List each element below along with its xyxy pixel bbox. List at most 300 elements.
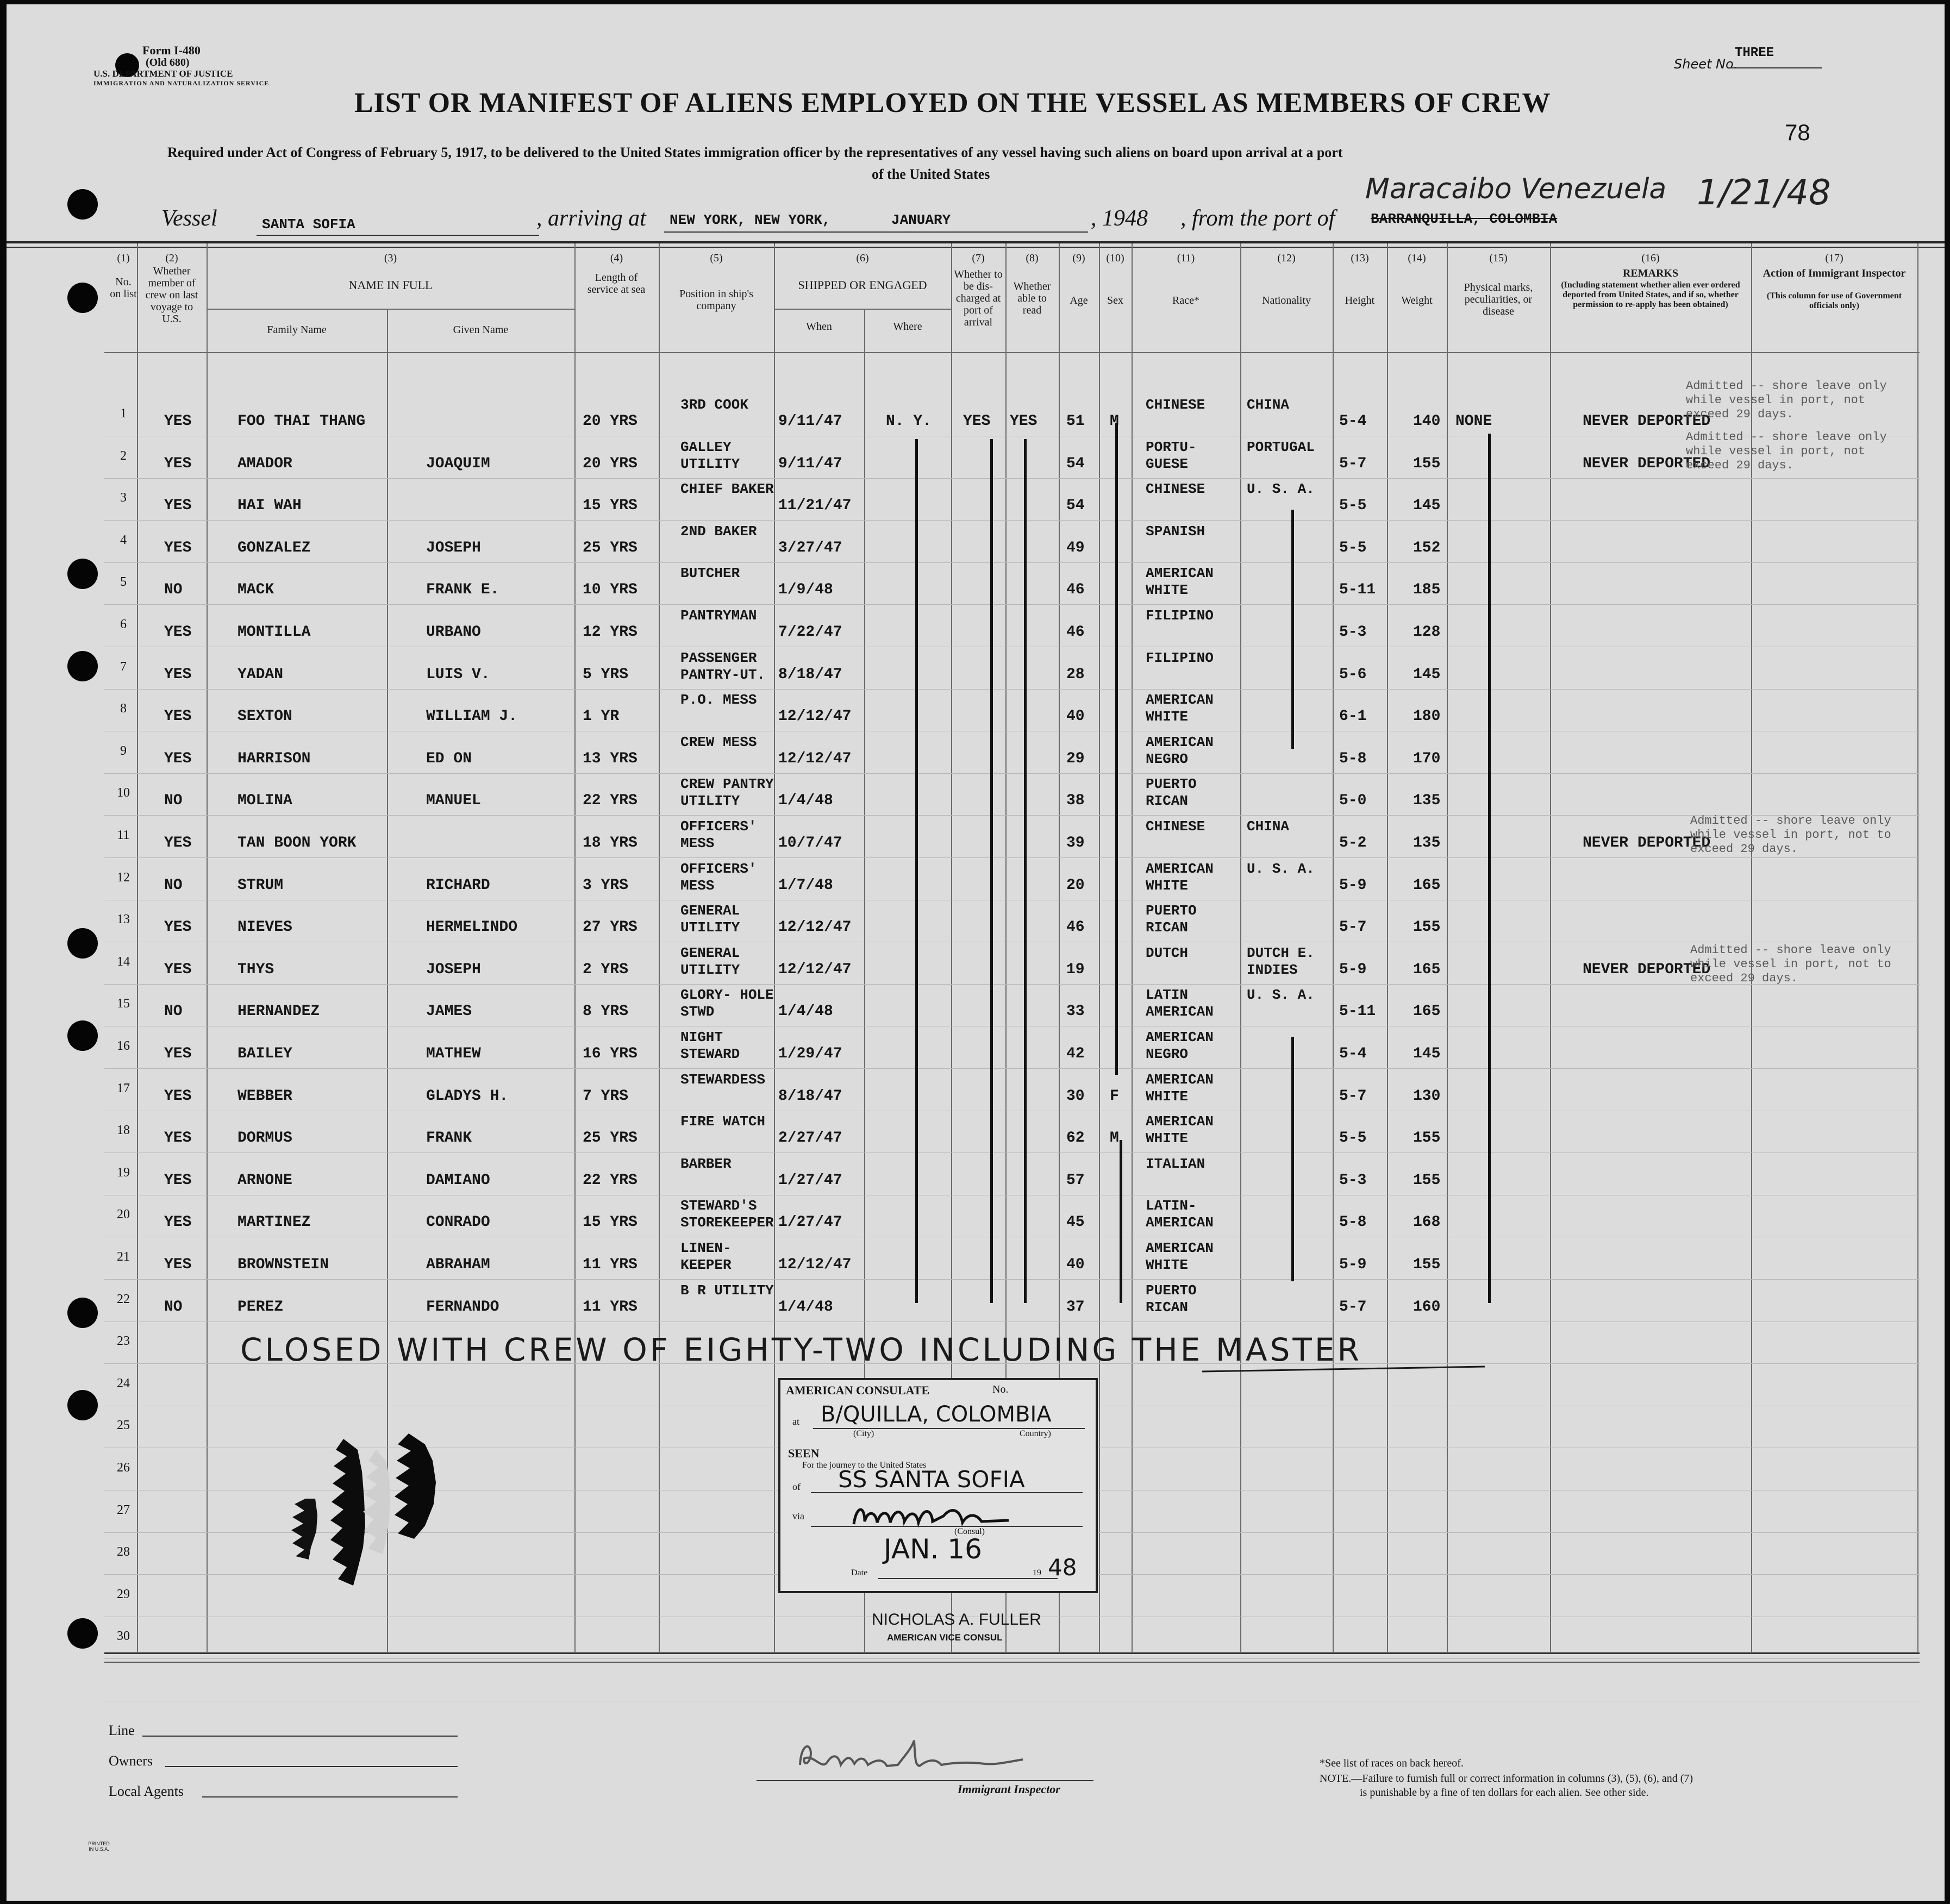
cell-when: 1/29/47 — [778, 1045, 842, 1062]
cell-service: 25 YRS — [583, 1130, 638, 1147]
ditto-mark — [1120, 1140, 1122, 1303]
cell-position: GENERAL UTILITY — [680, 903, 740, 936]
date-label: Date — [851, 1568, 868, 1577]
cell-service: 22 YRS — [583, 792, 638, 810]
cell-prev: YES — [164, 413, 192, 430]
cell-age: 39 — [1066, 835, 1085, 851]
row-number: 27 — [117, 1502, 130, 1517]
consulate-ship: SS SANTA SOFIA — [838, 1466, 1025, 1493]
row-rule — [104, 1658, 1920, 1659]
cell-when: 9/11/47 — [778, 455, 842, 472]
cell-family: THYS — [238, 961, 274, 978]
cell-race: LATIN AMERICAN — [1146, 987, 1214, 1020]
header-name-in-full: NAME IN FULL — [348, 278, 433, 292]
cell-given: HERMELINDO — [426, 919, 518, 936]
cell-race: FILIPINO — [1146, 607, 1214, 624]
row-rule — [104, 1321, 1920, 1322]
cell-height: 5-9 — [1339, 961, 1367, 978]
ditto-mark — [1291, 1037, 1294, 1281]
cell-position: GLORY- HOLE STWD — [680, 987, 774, 1020]
cell-age: 57 — [1066, 1172, 1085, 1189]
cell-service: 1 YR — [583, 708, 620, 725]
cell-position: BARBER — [680, 1155, 732, 1172]
cell-position: 2ND BAKER — [680, 523, 757, 540]
cell-when: 2/27/47 — [778, 1130, 842, 1147]
city-caption: (City) — [853, 1429, 874, 1438]
row-rule — [104, 604, 1920, 605]
row-number: 13 — [117, 912, 130, 927]
row-number: 18 — [117, 1123, 130, 1138]
cell-position: STEWARD'S STOREKEEPER — [680, 1198, 774, 1231]
cell-given: WILLIAM J. — [426, 708, 518, 725]
cell-weight: 135 — [1413, 835, 1441, 851]
cell-prev: YES — [164, 539, 192, 556]
cell-weight: 128 — [1413, 624, 1441, 641]
row-rule — [104, 984, 1920, 985]
col-num-1: (1) — [117, 252, 130, 264]
cell-when: 1/9/48 — [778, 581, 833, 599]
subtitle-line-1: Required under Act of Congress of February 5, 1917, to be delivered to the United States immigration officer by the representatives of any vessel having such aliens on board upon arrival at a port — [167, 145, 1343, 160]
cell-prev: YES — [164, 750, 192, 767]
cell-family: HAI WAH — [238, 497, 302, 515]
handwritten-date: 1/21/48 — [1697, 173, 1831, 213]
cell-service: 22 YRS — [583, 1172, 638, 1189]
ditto-mark — [1488, 434, 1491, 1303]
remark-block: Admitted -- shore leave only while vessel in port, not to exceed 29 days. — [1690, 943, 1891, 985]
cell-nationality: U. S. A. — [1247, 481, 1315, 498]
cell-height: 5-8 — [1339, 750, 1367, 767]
cell-race: AMERICAN NEGRO — [1146, 1029, 1214, 1062]
cell-remarks: NEVER DEPORTED — [1583, 961, 1711, 978]
row-rule — [104, 520, 1920, 521]
cell-position: PASSENGER PANTRY-UT. — [680, 649, 766, 683]
row-number: 10 — [117, 786, 130, 800]
col-num-2: (2) — [165, 252, 178, 264]
ditto-mark — [990, 439, 993, 1303]
cell-race: PORTU- GUESE — [1146, 439, 1197, 472]
cell-weight: 165 — [1413, 876, 1441, 894]
cell-race: PUERTO RICAN — [1146, 1282, 1197, 1316]
cell-nationality: CHINA — [1247, 397, 1290, 413]
row-number: 7 — [120, 659, 127, 674]
cell-position: LINEN- KEEPER — [680, 1240, 732, 1273]
cell-family: HARRISON — [238, 750, 311, 767]
row-rule — [104, 857, 1920, 858]
row-rule — [104, 478, 1920, 479]
cell-position: P.O. MESS — [680, 692, 757, 709]
cell-height: 5-7 — [1339, 1087, 1367, 1105]
remark-block: Admitted -- shore leave only while vessel in port, not exceed 29 days. — [1686, 430, 1887, 472]
cell-prev: YES — [164, 497, 192, 515]
header-nationality: Nationality — [1262, 295, 1311, 306]
col-num-12: (12) — [1277, 252, 1296, 264]
cell-race: FILIPINO — [1146, 649, 1214, 666]
cell-prev: NO — [164, 1003, 183, 1020]
cell-prev: YES — [164, 919, 192, 936]
departure-port: BARRANQUILLA, COLOMBIA — [1371, 211, 1558, 227]
col-num-3: (3) — [384, 252, 397, 264]
cell-weight: 185 — [1413, 581, 1441, 599]
cell-height: 5-4 — [1339, 1045, 1367, 1062]
consul-signature — [851, 1500, 1014, 1532]
row-number: 21 — [117, 1250, 130, 1264]
cell-family: FOO THAI THANG — [238, 413, 366, 430]
footer-note-races: *See list of races on back hereof. — [1320, 1757, 1464, 1769]
row-number: 6 — [120, 617, 127, 631]
cell-nationality: U. S. A. — [1247, 860, 1315, 877]
vessel-label: Vessel — [161, 206, 217, 231]
cell-weight: 155 — [1413, 919, 1441, 936]
cell-weight: 152 — [1413, 539, 1441, 556]
cell-race: CHINESE — [1146, 818, 1205, 835]
cell-weight: 170 — [1413, 750, 1441, 767]
row-number: 28 — [117, 1545, 130, 1559]
cell-position: CREW PANTRY UTILITY — [680, 776, 774, 810]
ditto-mark — [915, 439, 918, 1303]
cell-race: SPANISH — [1146, 523, 1205, 540]
cell-position: FIRE WATCH — [680, 1113, 766, 1130]
cell-when: 1/7/48 — [778, 876, 833, 894]
row-number: 3 — [120, 491, 127, 505]
cell-position: OFFICERS' MESS — [680, 818, 757, 851]
cell-nationality: DUTCH E. INDIES — [1247, 944, 1315, 978]
footer-agents-label: Local Agents — [109, 1783, 184, 1799]
cell-age: 37 — [1066, 1298, 1085, 1316]
header-shipped-engaged: SHIPPED OR ENGAGED — [798, 278, 927, 292]
cell-position: GENERAL UTILITY — [680, 944, 740, 978]
manifest-sheet — [7, 4, 1945, 1901]
cell-service: 11 YRS — [583, 1298, 638, 1316]
col-num-8: (8) — [1026, 252, 1039, 264]
cell-age: 29 — [1066, 750, 1085, 767]
binder-hole — [67, 928, 98, 959]
cell-weight: 180 — [1413, 708, 1441, 725]
header-sex: Sex — [1107, 295, 1123, 306]
cell-height: 5-6 — [1339, 666, 1367, 683]
cell-age: 54 — [1066, 497, 1085, 515]
cell-family: PEREZ — [238, 1298, 284, 1316]
cell-height: 5-5 — [1339, 539, 1367, 556]
cell-height: 5-9 — [1339, 1256, 1367, 1273]
vessel-name: SANTA SOFIA — [262, 216, 355, 233]
ditto-mark — [1291, 510, 1294, 749]
cell-family: DORMUS — [238, 1130, 292, 1147]
cell-prev: YES — [164, 455, 192, 472]
binder-hole — [67, 1618, 98, 1649]
cell-when: 12/12/47 — [778, 961, 852, 978]
row-number: 15 — [117, 997, 130, 1011]
cell-service: 3 YRS — [583, 876, 629, 894]
row-rule — [104, 689, 1920, 690]
cell-when: 1/4/48 — [778, 792, 833, 810]
cell-height: 5-7 — [1339, 1298, 1367, 1316]
col-num-10: (10) — [1106, 252, 1124, 264]
header-given-name: Given Name — [453, 324, 509, 336]
header-no-on-list: No. on list — [110, 276, 137, 300]
cell-prev: YES — [164, 708, 192, 725]
cell-weight: 155 — [1413, 1172, 1441, 1189]
cell-remarks: NEVER DEPORTED — [1583, 413, 1711, 430]
cell-height: 5-3 — [1339, 1172, 1367, 1189]
cell-given: FRANK E. — [426, 581, 499, 599]
cell-height: 6-1 — [1339, 708, 1367, 725]
cell-age: 46 — [1066, 581, 1085, 599]
cell-height: 5-5 — [1339, 497, 1367, 515]
row-rule — [104, 773, 1920, 774]
row-number: 24 — [117, 1376, 130, 1391]
country-caption: Country) — [1020, 1429, 1051, 1438]
col-num-13: (13) — [1351, 252, 1369, 264]
via-label: via — [792, 1511, 804, 1521]
cell-family: STRUM — [238, 876, 284, 894]
cell-race: AMERICAN WHITE — [1146, 1071, 1214, 1105]
cell-weight: 135 — [1413, 792, 1441, 810]
cell-age: 45 — [1066, 1214, 1085, 1231]
cell-given: RICHARD — [426, 876, 490, 894]
form-number: Form I-480 — [142, 43, 201, 57]
cell-family: HERNANDEZ — [238, 1003, 320, 1020]
cell-service: 15 YRS — [583, 1214, 638, 1231]
cell-remarks: NEVER DEPORTED — [1583, 835, 1711, 851]
cell-where: N. Y. — [886, 413, 932, 430]
stamp-number: 78 — [1785, 120, 1810, 145]
cell-weight: 168 — [1413, 1214, 1441, 1231]
consulate-city: B/QUILLA, COLOMBIA — [821, 1402, 1052, 1427]
cell-given: FRANK — [426, 1130, 472, 1147]
cell-sex: M — [1110, 413, 1119, 430]
cell-when: 12/12/47 — [778, 750, 852, 767]
cell-given: LUIS V. — [426, 666, 490, 683]
cell-when: 12/12/47 — [778, 919, 852, 936]
cell-when: 1/4/48 — [778, 1298, 833, 1316]
consulate-year: 48 — [1048, 1554, 1077, 1581]
cell-age: 38 — [1066, 792, 1085, 810]
cell-family: BAILEY — [238, 1045, 292, 1062]
of-label: of — [792, 1481, 801, 1492]
cell-race: PUERTO RICAN — [1146, 776, 1197, 810]
row-number: 9 — [120, 743, 127, 758]
header-where: Where — [893, 321, 922, 333]
cell-family: WEBBER — [238, 1087, 292, 1105]
sheet-number: THREE — [1735, 46, 1774, 60]
row-number: 30 — [117, 1629, 130, 1644]
cell-when: 12/12/47 — [778, 708, 852, 725]
cell-marks: NONE — [1455, 413, 1492, 430]
binder-hole — [67, 559, 98, 589]
col-num-7: (7) — [972, 252, 985, 264]
ditto-mark — [1115, 423, 1118, 1075]
cell-given: ABRAHAM — [426, 1256, 490, 1273]
cell-service: 8 YRS — [583, 1003, 629, 1020]
cell-height: 5-3 — [1339, 624, 1367, 641]
cell-position: STEWARDESS — [680, 1071, 766, 1088]
cell-weight: 155 — [1413, 1256, 1441, 1273]
cell-age: 33 — [1066, 1003, 1085, 1020]
cell-prev: YES — [164, 624, 192, 641]
cell-age: 28 — [1066, 666, 1085, 683]
cell-weight: 145 — [1413, 666, 1441, 683]
cell-nationality: CHINA — [1247, 818, 1290, 835]
arriving-label: , arriving at — [536, 206, 646, 231]
cell-given: JOAQUIM — [426, 455, 490, 472]
cell-when: 1/27/47 — [778, 1172, 842, 1189]
cell-service: 7 YRS — [583, 1087, 629, 1105]
cell-when: 11/21/47 — [778, 497, 852, 515]
col-num-11: (11) — [1177, 252, 1195, 264]
row-number: 20 — [117, 1207, 130, 1222]
cell-when: 1/27/47 — [778, 1214, 842, 1231]
arrival-year: , 1948 — [1091, 206, 1148, 231]
row-number: 8 — [120, 702, 127, 716]
cell-read: YES — [1010, 413, 1038, 430]
row-number: 4 — [120, 533, 127, 547]
cell-position: BUTCHER — [680, 565, 740, 582]
binder-hole — [67, 651, 98, 681]
cell-when: 3/27/47 — [778, 539, 842, 556]
cell-when: 10/7/47 — [778, 835, 842, 851]
handwritten-port: Maracaibo Venezuela — [1365, 173, 1667, 205]
cell-given: URBANO — [426, 624, 481, 641]
year-prefix: 19 — [1033, 1568, 1041, 1577]
header-height: Height — [1345, 295, 1375, 306]
cell-given: GLADYS H. — [426, 1087, 509, 1105]
seen-label: SEEN — [788, 1446, 820, 1460]
printed-mark: PRINTED IN U.S.A. — [88, 1841, 110, 1852]
cell-height: 5-8 — [1339, 1214, 1367, 1231]
cell-sex: F — [1110, 1087, 1119, 1105]
cell-when: 8/18/47 — [778, 1087, 842, 1105]
row-rule — [104, 1279, 1920, 1280]
header-previous-voyage: Whether member of crew on last voyage to U.S. — [145, 265, 198, 325]
cell-family: BROWNSTEIN — [238, 1256, 329, 1273]
cell-prev: NO — [164, 792, 183, 810]
header-able-to-read: Whether able to read — [1013, 280, 1051, 316]
cell-age: 19 — [1066, 961, 1085, 978]
binder-hole — [67, 189, 98, 220]
footer-note-penalty: NOTE.—Failure to furnish full or correct information in columns (3), (5), (6), and (7) — [1320, 1773, 1693, 1784]
cell-prev: YES — [164, 1130, 192, 1147]
cell-family: AMADOR — [238, 455, 292, 472]
arrival-month: JANUARY — [891, 212, 951, 228]
cell-race: AMERICAN WHITE — [1146, 565, 1214, 599]
cell-height: 5-2 — [1339, 835, 1367, 851]
cell-sex: M — [1110, 1130, 1119, 1147]
header-when: When — [806, 321, 832, 333]
cell-family: MARTINEZ — [238, 1214, 311, 1231]
cell-race: AMERICAN WHITE — [1146, 1113, 1214, 1147]
cell-weight: 160 — [1413, 1298, 1441, 1316]
row-rule — [104, 815, 1920, 816]
cell-race: LATIN- AMERICAN — [1146, 1198, 1214, 1231]
row-rule — [104, 562, 1920, 563]
cell-service: 16 YRS — [583, 1045, 638, 1062]
remark-block: Admitted -- shore leave only while vessel in port, not exceed 29 days. — [1686, 379, 1887, 421]
cell-service: 18 YRS — [583, 835, 638, 851]
row-number: 25 — [117, 1418, 130, 1433]
footer-owners-label: Owners — [109, 1753, 153, 1769]
cell-age: 40 — [1066, 708, 1085, 725]
cell-prev: YES — [164, 666, 192, 683]
cell-family: YADAN — [238, 666, 284, 683]
cell-height: 5-0 — [1339, 792, 1367, 810]
cell-service: 25 YRS — [583, 539, 638, 556]
cell-age: 49 — [1066, 539, 1085, 556]
cell-age: 42 — [1066, 1045, 1085, 1062]
header-weight: Weight — [1401, 295, 1433, 306]
cell-weight: 155 — [1413, 455, 1441, 472]
header-inspector-note: (This column for use of Government officials only) — [1766, 291, 1902, 310]
cell-position: CHIEF BAKER — [680, 481, 774, 498]
form-department: U.S. DEPARTMENT OF JUSTICE — [93, 68, 233, 79]
cell-weight: 155 — [1413, 1130, 1441, 1147]
cell-prev: NO — [164, 876, 183, 894]
vice-consul-name: NICHOLAS A. FULLER — [872, 1611, 1041, 1629]
consulate-at-label: at — [792, 1416, 799, 1427]
cell-height: 5-7 — [1339, 455, 1367, 472]
cell-position: B R UTILITY — [680, 1282, 774, 1299]
cell-given: CONRADO — [426, 1214, 490, 1231]
ditto-mark — [1024, 439, 1027, 1303]
cell-race: AMERICAN WHITE — [1146, 1240, 1214, 1273]
cell-family: MACK — [238, 581, 274, 599]
cell-prev: YES — [164, 1214, 192, 1231]
cell-race: ITALIAN — [1146, 1155, 1205, 1172]
row-number: 19 — [117, 1165, 130, 1180]
cell-race: DUTCH — [1146, 944, 1189, 961]
row-number: 12 — [117, 870, 130, 885]
binder-hole — [67, 283, 98, 313]
cell-position: NIGHT STEWARD — [680, 1029, 740, 1062]
cell-when: 12/12/47 — [778, 1256, 852, 1273]
cell-position: CREW MESS — [680, 734, 757, 750]
cell-service: 20 YRS — [583, 455, 638, 472]
cell-prev: YES — [164, 1087, 192, 1105]
cell-weight: 165 — [1413, 961, 1441, 978]
binder-hole — [67, 1298, 98, 1328]
col-num-17: (17) — [1825, 252, 1843, 264]
header-position: Position in ship's company — [679, 288, 753, 312]
row-number: 16 — [117, 1039, 130, 1053]
form-old-number: (Old 680) — [146, 57, 190, 68]
header-age: Age — [1070, 295, 1088, 306]
cell-given: DAMIANO — [426, 1172, 490, 1189]
cell-service: 2 YRS — [583, 961, 629, 978]
cell-given: JOSEPH — [426, 539, 481, 556]
row-number: 17 — [117, 1081, 130, 1095]
cell-weight: 140 — [1413, 413, 1441, 430]
seal-impression — [262, 1417, 468, 1602]
cell-service: 12 YRS — [583, 624, 638, 641]
closing-note: CLOSED WITH CREW OF EIGHTY-TWO INCLUDING THE MASTER — [240, 1331, 1362, 1368]
cell-service: 27 YRS — [583, 919, 638, 936]
cell-nationality: U. S. A. — [1247, 987, 1315, 1004]
cell-age: 46 — [1066, 624, 1085, 641]
binder-hole — [67, 1020, 98, 1051]
cell-service: 15 YRS — [583, 497, 638, 515]
header-length-of-service: Length of service at sea — [587, 272, 646, 296]
consulate-header: AMERICAN CONSULATE — [786, 1383, 930, 1397]
header-remarks-note: (Including statement whether alien ever ordered deported from United States, and if so, whether permission to re-apply has been obtained) — [1561, 280, 1740, 309]
subtitle-line-2: of the United States — [872, 166, 990, 182]
row-number: 26 — [117, 1461, 130, 1475]
cell-family: GONZALEZ — [238, 539, 311, 556]
cell-service: 5 YRS — [583, 666, 629, 683]
col-num-14: (14) — [1408, 252, 1426, 264]
cell-family: SEXTON — [238, 708, 292, 725]
row-number: 5 — [120, 575, 127, 590]
cell-given: ED ON — [426, 750, 472, 767]
cell-height: 5-11 — [1339, 1003, 1376, 1020]
